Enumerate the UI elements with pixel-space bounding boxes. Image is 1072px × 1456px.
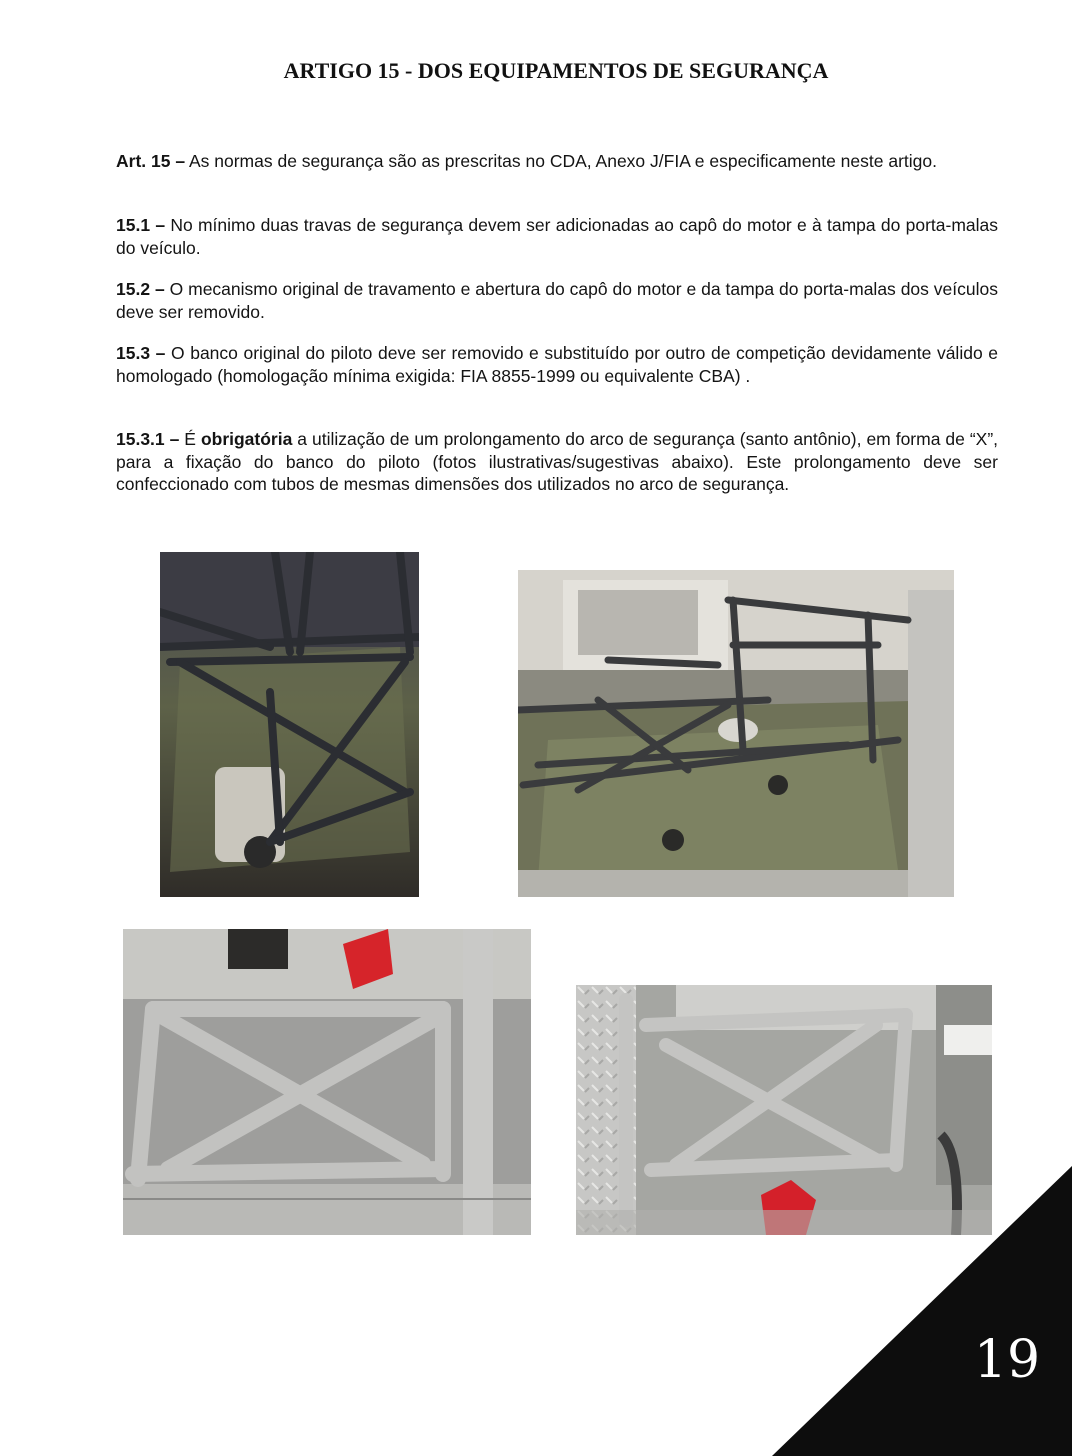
paragraph-label: 15.3 – bbox=[116, 343, 166, 363]
photo-x-brace-1 bbox=[123, 929, 531, 1235]
paragraph-15-3-1 bbox=[116, 428, 998, 496]
photo-roll-cage-door-view bbox=[518, 570, 954, 897]
paragraph-text: No mínimo duas travas de segurança devem ser adicionadas ao capô do motor e à tampa do porta-malas do veículo. bbox=[116, 215, 999, 258]
page-title: ARTIGO 15 - DOS EQUIPAMENTOS DE SEGURANÇA bbox=[283, 58, 829, 83]
paragraph-15-2 bbox=[116, 278, 998, 323]
paragraph-emphasis: obrigatória bbox=[200, 429, 293, 449]
page-number: 19 bbox=[973, 1330, 1041, 1390]
paragraph-text: O banco original do piloto deve ser removido e substituído por outro de competição devidamente válido e homologado (homologação mínima exigida: FIA 8855-1999 ou equivalente CBA) . bbox=[116, 343, 999, 386]
paragraph-label: 15.1 – bbox=[116, 215, 166, 235]
paragraph-text: O mecanismo original de travamento e abertura do capô do motor e da tampa do porta-malas dos veículos deve ser removido. bbox=[116, 279, 999, 322]
photo-roll-cage-floor-1 bbox=[160, 552, 419, 897]
paragraph-label: Art. 15 – bbox=[116, 151, 186, 171]
paragraph-text: a utilização de um prolongamento do arco de segurança (santo antônio), em forma de “X”, para a fixação do banco do piloto (fotos ilustrativas/sugestivas abaixo). Este prolongamento deve ser confeccionado com tubos de mesmas dimensões dos utilizados no arco de segurança. bbox=[116, 429, 999, 494]
paragraph-15-1 bbox=[116, 214, 998, 259]
corner-triangle-decoration bbox=[772, 1166, 1072, 1456]
paragraph-15-3 bbox=[116, 342, 998, 387]
paragraph-label: 15.2 – bbox=[116, 279, 165, 299]
paragraph-art-15 bbox=[116, 150, 998, 173]
paragraph-label: 15.3.1 – bbox=[116, 429, 180, 449]
paragraph-text: As normas de segurança são as prescritas no CDA, Anexo J/FIA e especificamente neste artigo. bbox=[185, 151, 937, 171]
paragraph-text: É bbox=[179, 429, 201, 449]
